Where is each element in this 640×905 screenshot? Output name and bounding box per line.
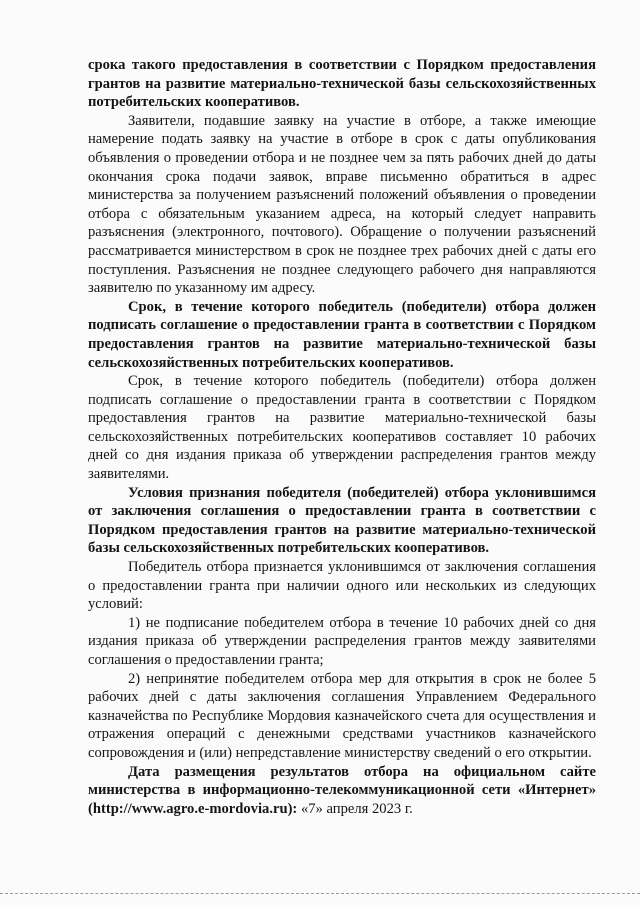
paragraph-results-date [88,763,596,819]
heading-evasion-conditions: Условия признания победителя (победителей) отбора уклонившимся от заключения соглашения о предоставлении гранта в соответствии с Порядком предоставления грантов на развитие материально-технической базы сельскохозяйственных потребительских кооперативов. [88,484,596,557]
paragraph-agreement-deadline: Срок, в течение которого победитель (победители) отбора должен подписать соглашение о предоставлении гранта в соответствии с Порядком предоставления грантов на развитие материально-технической базы сельскохозяйственных потребительских кооперативов составляет 10 рабочих дней со дня издания приказа об утверждении распределения грантов между заявителями. [88,373,596,483]
page-bottom-rule [0,893,640,894]
document-body [88,56,596,818]
results-date-value: «7» апреля 2023 г. [297,800,413,817]
results-date-label: Дата размещения результатов отбора на официальном сайте министерства в информационно-телекоммуникационной сети «Интернет» (http://www.agro.e-mordovia.ru): [88,763,596,817]
list-item-condition-2: 2) непринятие победителем отбора мер для открытия в срок не более 5 рабочих дней с даты заключения соглашения Управлением Федерального казначейства по Республике Мордовия казначейского счета для осуществления и отражения операций с денежными средствами участников казначейского сопровождения и (или) непредставление министерству сведений о его открытии. [88,670,596,761]
paragraph-evasion-intro: Победитель отбора признается уклонившимся от заключения соглашения о предоставлении гранта при наличии одного или нескольких из следующих условий: [88,559,596,613]
paragraph-grant-terms-heading-end: срока такого предоставления в соответствии с Порядком предоставления грантов на развитие материально-технической базы сельскохозяйственных потребительских кооперативов. [88,57,596,111]
list-item-condition-1: 1) не подписание победителем отбора в течение 10 рабочих дней со дня издания приказа об утверждении распределения грантов между заявителями соглашения о предоставлении гранта; [88,614,596,668]
paragraph-clarifications: Заявители, подавшие заявку на участие в отборе, а также имеющие намерение подать заявку на участие в отборе в срок с даты опубликования объявления о проведении отбора и не позднее чем за пять рабочих дней до даты окончания срока подачи заявок, вправе письменно обратиться в адрес министерства за получением разъяснений положений объявления о проведении отбора с обязательным указанием адреса, на который следует направить разъяснения (электронного, почтового). Обращение о получении разъяснений рассматривается министерством в срок не позднее трех рабочих дней с даты его поступления. Разъяснения не позднее следующего рабочего дня направляются заявителю по указанному им адресу. [88,112,596,297]
heading-agreement-deadline: Срок, в течение которого победитель (победители) отбора должен подписать соглашение о предоставлении гранта в соответствии с Порядком предоставления грантов на развитие материально-технической базы сельскохозяйственных потребительских кооперативов. [88,298,596,371]
